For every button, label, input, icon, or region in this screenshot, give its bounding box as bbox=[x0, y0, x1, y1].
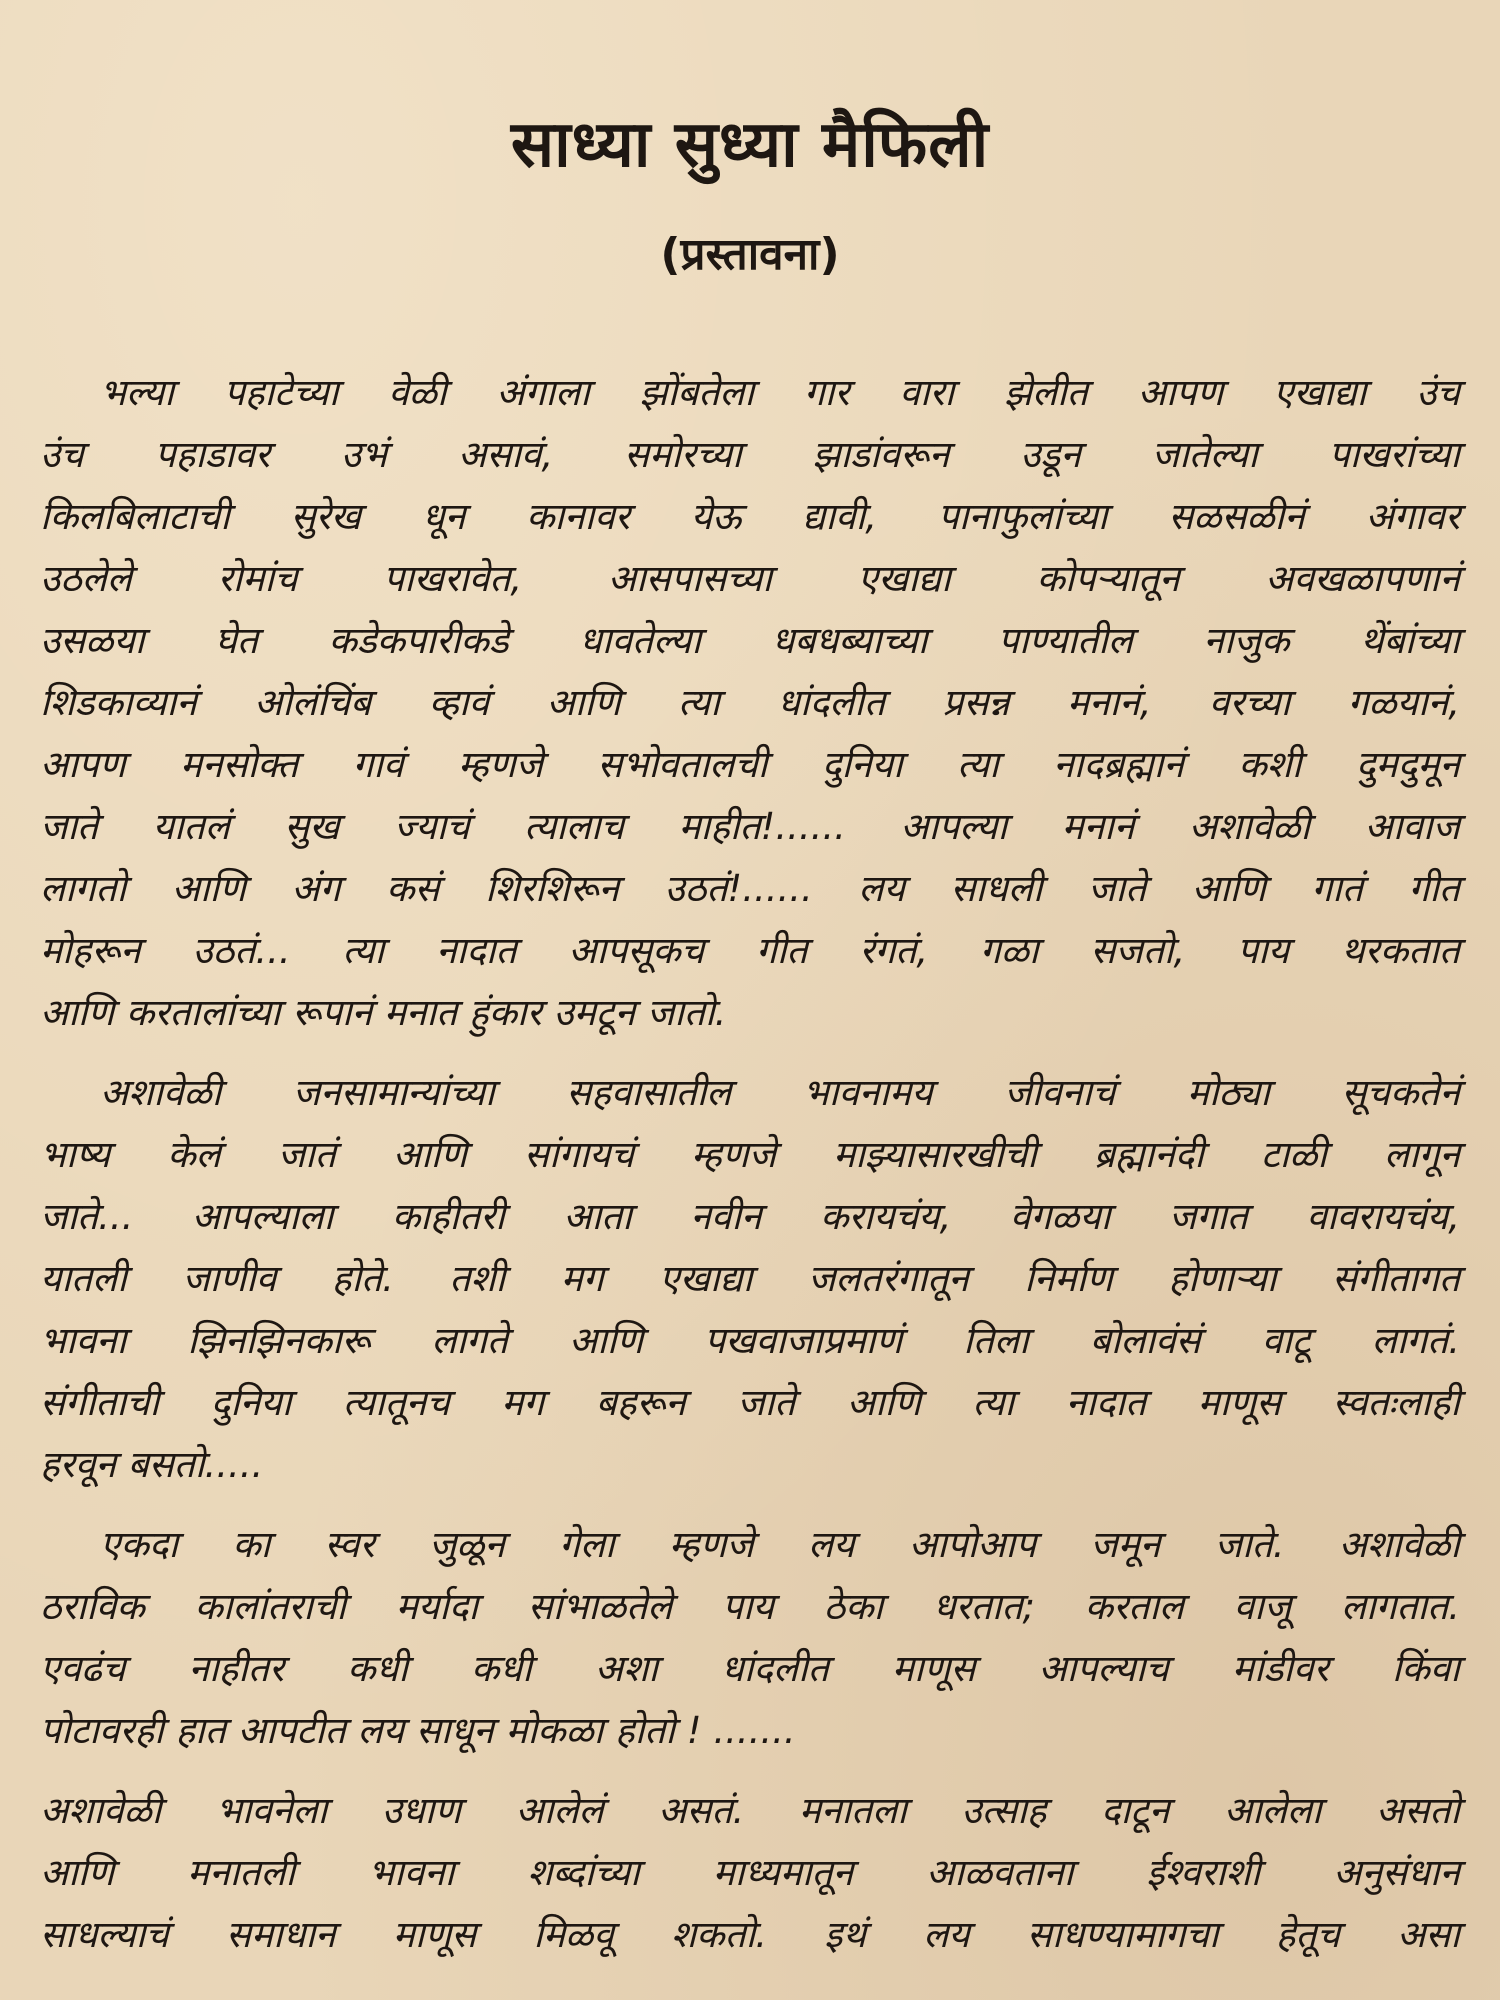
document-body bbox=[40, 362, 1460, 1984]
text-line: भल्या पहाटेच्या वेळी अंगाला झोंबतेला गार वारा झेलीत आपण एखाद्या उंच bbox=[100, 371, 1460, 414]
text-line: हरवून बसतो..... bbox=[40, 1443, 264, 1486]
text-line: आणि मनातली भावना शब्दांच्या माध्यमातून आळवताना ईश्वराशी अनुसंधान bbox=[40, 1851, 1460, 1894]
text-line: जाते यातलं सुख ज्याचं त्यालाच माहीत!...... आपल्या मनानं अशावेळी आवाज bbox=[40, 805, 1460, 848]
text-line: जाते... आपल्याला काहीतरी आता नवीन करायचंय, वेगळया जगात वावरायचंय, bbox=[40, 1195, 1460, 1238]
paragraph bbox=[40, 1514, 1460, 1762]
text-line: भावना झिनझिनकारू लागते आणि पखवाजाप्रमाणं तिला बोलावंसं वाटू लागतं. bbox=[40, 1319, 1460, 1362]
text-line: उठलेले रोमांच पाखरावेत, आसपासच्या एखाद्या कोपऱ्यातून अवखळापणानं bbox=[40, 557, 1460, 600]
document-subtitle: (प्रस्तावना) bbox=[660, 229, 840, 280]
text-line: संगीताची दुनिया त्यातूनच मग बहरून जाते आणि त्या नादात माणूस स्वतःलाही bbox=[40, 1381, 1460, 1424]
text-line: साधल्याचं समाधान माणूस मिळवू शकतो. इथं लय साधण्यामागचा हेतूच असा bbox=[40, 1913, 1460, 1956]
text-line: एवढंच नाहीतर कधी कधी अशा धांदलीत माणूस आपल्याच मांडीवर किंवा bbox=[40, 1647, 1460, 1690]
text-line: उंच पहाडावर उभं असावं, समोरच्या झाडांवरून उडून जातेल्या पाखरांच्या bbox=[40, 433, 1460, 476]
text-line: पोटावरही हात आपटीत लय साधून मोकळा होतो ! ....... bbox=[40, 1709, 796, 1752]
text-line: शिडकाव्यानं ओलंचिंब व्हावं आणि त्या धांदलीत प्रसन्न मनानं, वरच्या गळयानं, bbox=[40, 681, 1460, 724]
text-line: आणि करतालांच्या रूपानं मनात हुंकार उमटून जातो. bbox=[40, 991, 727, 1034]
document-title: साध्या सुध्या मैफिली bbox=[510, 108, 990, 182]
text-line: आपण मनसोक्त गावं म्हणजे सभोवतालची दुनिया त्या नादब्रह्मानं कशी दुमदुमून bbox=[40, 743, 1460, 786]
text-line: ठराविक कालांतराची मर्यादा सांभाळतेले पाय ठेका धरतात; करताल वाजू लागतात. bbox=[40, 1585, 1460, 1628]
paragraph bbox=[40, 362, 1460, 1044]
text-line: भाष्य केलं जातं आणि सांगायचं म्हणजे माझ्यासारखीची ब्रह्मानंदी टाळी लागून bbox=[40, 1133, 1460, 1176]
paragraph bbox=[40, 1062, 1460, 1496]
paragraph bbox=[40, 1780, 1460, 1966]
text-line: उसळया घेत कडेकपारीकडे धावतेल्या धबधब्याच्या पाण्यातील नाजुक थेंबांच्या bbox=[40, 619, 1460, 662]
text-line: मोहरून उठतं... त्या नादात आपसूकच गीत रंगतं, गळा सजतो, पाय थरकतात bbox=[40, 929, 1460, 972]
text-line: लागतो आणि अंग कसं शिरशिरून उठतं!...... लय साधली जाते आणि गातं गीत bbox=[40, 867, 1460, 910]
text-line: अशावेळी जनसामान्यांच्या सहवासातील भावनामय जीवनाचं मोठ्या सूचकतेनं bbox=[100, 1071, 1460, 1114]
text-line: अशावेळी भावनेला उधाण आलेलं असतं. मनातला उत्साह दाटून आलेला असतो bbox=[40, 1789, 1460, 1832]
text-line: यातली जाणीव होते. तशी मग एखाद्या जलतरंगातून निर्माण होणाऱ्या संगीतागत bbox=[40, 1257, 1460, 1300]
text-line: एकदा का स्वर जुळून गेला म्हणजे लय आपोआप जमून जाते. अशावेळी bbox=[100, 1523, 1460, 1566]
text-line: किलबिलाटाची सुरेख धून कानावर येऊ द्यावी, पानाफुलांच्या सळसळीनं अंगावर bbox=[40, 495, 1460, 538]
